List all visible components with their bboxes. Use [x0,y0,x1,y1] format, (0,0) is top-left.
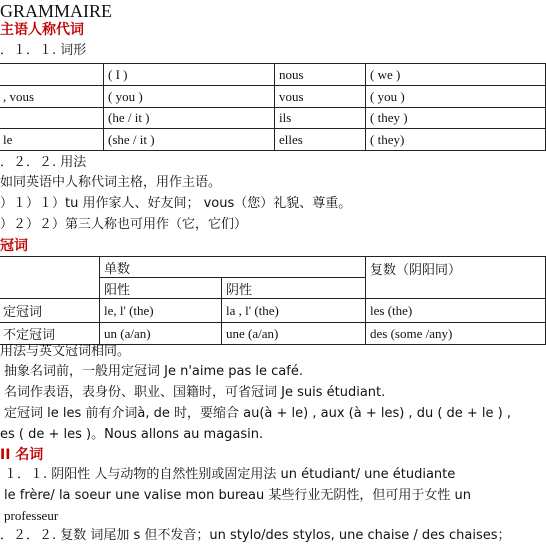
table-cell: la , l' (the) [222,299,366,323]
article-note: 定冠词 le les 前有介词à, de 时，要缩合 au(à + le) , aux (à + les) , du ( de + le ) , [4,406,512,421]
table-cell: les (the) [366,299,546,323]
table-row [0,108,546,129]
section-heading-articles: 冠词 [0,238,28,254]
table-cell: , vous [0,86,104,108]
table-row [0,299,546,323]
table-cell: le, l' (the) [100,299,222,323]
noun-line: le frère/ la soeur une valise mon bureau 某些行业无阴性，但可用于女性 un [4,488,471,503]
table-cell: elles [275,129,366,151]
header-masculine: 阳性 [100,278,222,299]
articles-table [0,256,546,345]
article-note: 用法与英文冠词相同。 [0,344,131,359]
section-heading-nouns: II 名词 [0,447,44,463]
subheading-word-forms: ．１．１. 词形 [0,43,87,58]
table-cell: ( we ) [366,64,546,86]
table-cell: une (a/an) [222,323,366,345]
table-cell: ( you ) [366,86,546,108]
table-cell: le [0,129,104,151]
article-note: 名词作表语，表身份、职业、国籍时，可省冠词 Je suis étudiant. [4,385,386,400]
table-cell: ils [275,108,366,129]
table-cell: (he / it ) [104,108,275,129]
pronoun-table [0,63,546,151]
table-row [0,129,546,151]
header-plural: 复数（阴阳同） [366,257,546,299]
table-row [0,64,546,86]
noun-line: ．２．２. 复数 词尾加 s 但不发音；un stylo/des stylos, une chaise / des chaises； [0,528,511,543]
usage-line: 如同英语中人称代词主格，用作主语。 [0,175,222,190]
header-singular: 单数 [100,257,366,278]
table-cell [0,108,104,129]
table-cell: ( I ) [104,64,275,86]
row-label-indefinite: 不定冠词 [0,323,100,345]
table-cell: vous [275,86,366,108]
table-row [0,323,546,345]
section-heading-subject-pronouns: 主语人称代词 [0,22,84,38]
noun-line: professeur [4,508,59,523]
usage-line: ）１）１）tu 用作家人、好友间； vous（您）礼貌、尊重。 [0,196,352,211]
table-cell: ( you ) [104,86,275,108]
table-cell [0,257,100,299]
article-note: 抽象名词前，一般用定冠词 Je n'aime pas le café. [4,364,303,379]
article-note: es ( de + les )。Nous allons au magasin. [0,427,264,442]
table-cell: un (a/an) [100,323,222,345]
table-cell [0,64,104,86]
table-row [0,86,546,108]
table-cell: nous [275,64,366,86]
subheading-usage: ．２．２. 用法 [0,155,87,170]
page-title: GRAMMAIRE [0,1,113,21]
table-cell: (she / it ) [104,129,275,151]
table-row [0,257,546,278]
row-label-definite: 定冠词 [0,299,100,323]
header-feminine: 阴性 [222,278,366,299]
table-cell: ( they) [366,129,546,151]
usage-line: ）２）２）第三人称也可用作（它，它们） [0,217,248,232]
table-cell: ( they ) [366,108,546,129]
noun-line: １．１. 阴阳性 人与动物的自然性别或固定用法 un étudiant/ une étudiante [4,467,456,482]
table-cell: des (some /any) [366,323,546,345]
